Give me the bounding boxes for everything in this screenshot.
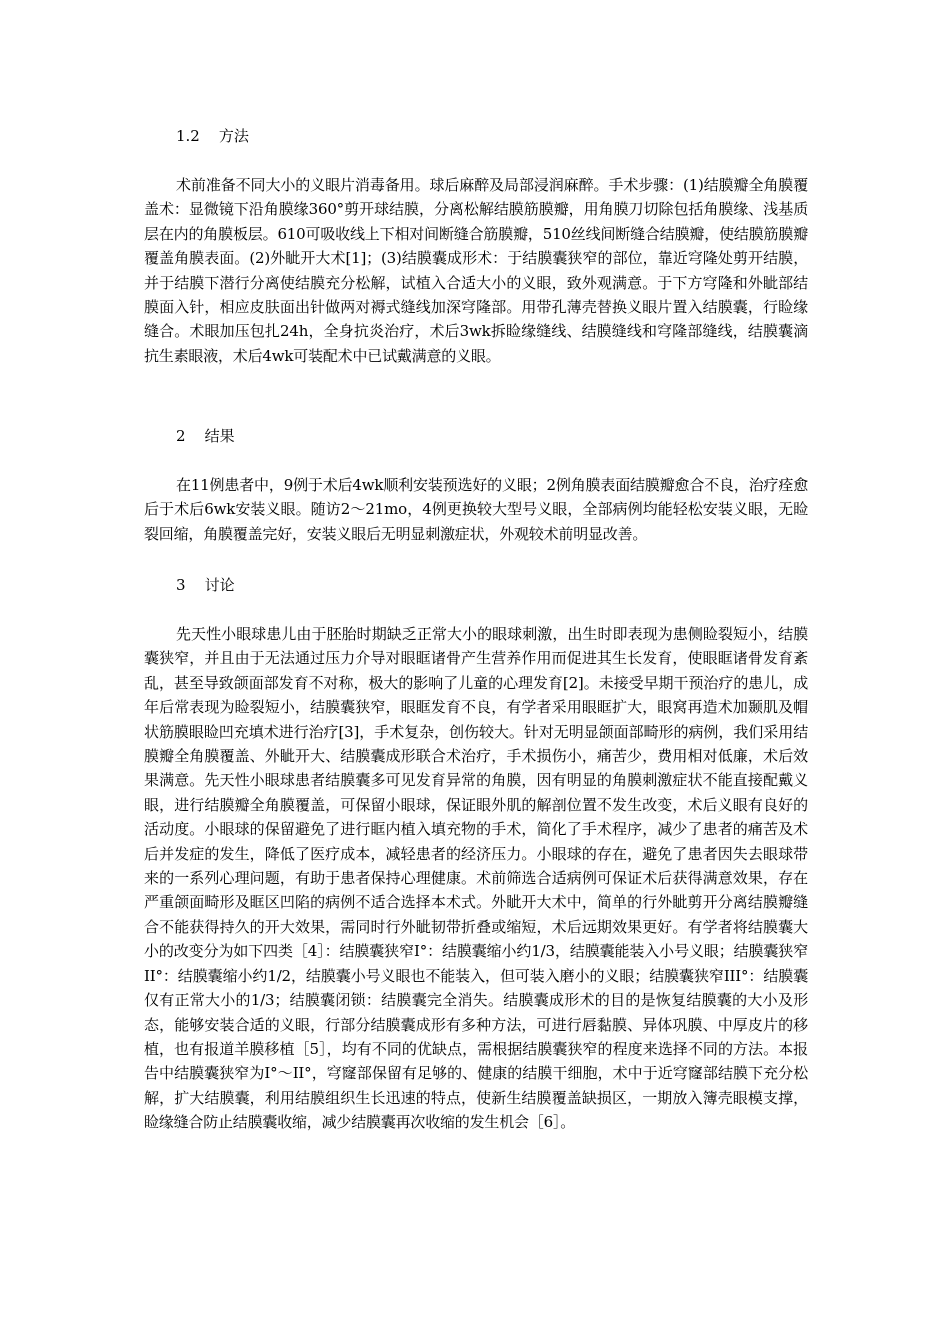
section-heading-method: 1.2 方法 bbox=[176, 127, 249, 145]
paragraph-method: 术前准备不同大小的义眼片消毒备用。球后麻醉及局部浸润麻醉。手术步骤：(1)结膜瓣全角膜覆盖术：显微镜下沿角膜缘360°剪开球结膜，分离松解结膜筋膜瓣，用角膜刀切除包括角膜缘、浅基质层在内的角膜板层。610可吸收线上下相对间断缝合筋膜瓣，510丝线间断缝合结膜瓣，使结膜筋膜瓣覆盖角膜表面。(2)外眦开大术[1]；(3)结膜囊成形术：于结膜囊狭窄的部位，靠近穹隆处剪开结膜，并于结膜下潜行分离使结膜充分松解，试植入合适大小的义眼，致外观满意。于下方穹隆和外眦部结膜面入针，相应皮肤面出针做两对褥式缝线加深穹隆部。用带孔薄壳替换义眼片置入结膜囊，行睑缘缝合。术眼加压包扎24h，全身抗炎治疗，术后3wk拆睑缘缝线、结膜缝线和穹隆部缝线，结膜囊滴抗生素眼液，术后4wk可装配术中已试戴满意的义眼。 bbox=[144, 176, 808, 365]
section-heading-results: 2 结果 bbox=[176, 427, 235, 445]
paragraph-discussion: 先天性小眼球患儿由于胚胎时期缺乏正常大小的眼球刺激，出生时即表现为患侧睑裂短小，结膜囊狭窄，并且由于无法通过压力介导对眼眶诸骨产生营养作用而促进其生长发育，使眼眶诸骨发育紊乱，甚至导致颌面部发育不对称，极大的影响了儿童的心理发育[2]。未接受早期干预治疗的患儿，成年后常表现为睑裂短小，结膜囊狭窄，眼眶发育不良，有学者采用眼眶扩大，眼窝再造术加颞肌及帽状筋膜眼睑凹充填术进行治疗[3]，手术复杂，创伤较大。针对无明显颌面部畸形的病例，我们采用结膜瓣全角膜覆盖、外眦开大、结膜囊成形联合术治疗，手术损伤小，痛苦少，费用相对低廉，术后效果满意。先天性小眼球患者结膜囊多可见发育异常的角膜，因有明显的角膜刺激症状不能直接配戴义眼，进行结膜瓣全角膜覆盖，可保留小眼球，保证眼外肌的解剖位置不发生改变，术后义眼有良好的活动度。小眼球的保留避免了进行眶内植入填充物的手术，简化了手术程序，减少了患者的痛苦及术后并发症的发生，降低了医疗成本，减轻患者的经济压力。小眼球的存在，避免了患者因失去眼球带来的一系列心理问题，有助于患者保持心理健康。术前筛选合适病例可保证术后获得满意效果，存在严重颌面畸形及眶区凹陷的病例不适合选择本术式。外眦开大术中，简单的行外眦剪开分离结膜瓣缝合不能获得持久的开大效果，需同时行外眦韧带折叠或缩短，术后远期效果更好。有学者将结膜囊大小的改变分为如下四类［4］：结膜囊狭窄I°：结膜囊缩小约1/3，结膜囊能装入小号义眼；结膜囊狭窄II°：结膜囊缩小约1/2，结膜囊小号义眼也不能装入，但可装入磨小的义眼；结膜囊狭窄III°：结膜囊仅有正常大小的1/3；结膜囊闭锁：结膜囊完全消失。结膜囊成形术的目的是恢复结膜囊的大小及形态，能够安装合适的义眼，行部分结膜囊成形有多种方法，可进行唇黏膜、异体巩膜、中厚皮片的移植，也有报道羊膜移植［5］，均有不同的优缺点，需根据结膜囊狭窄的程度来选择不同的方法。本报告中结膜囊狭窄为I°～II°，穹窿部保留有足够的、健康的结膜干细胞，术中于近穹窿部结膜下充分松解，扩大结膜囊，利用结膜组织生长迅速的特点，使新生结膜覆盖缺损区，一期放入簿壳眼模支撑，睑缘缝合防止结膜囊收缩，减少结膜囊再次收缩的发生机会［6］。 bbox=[144, 625, 808, 1132]
paragraph-results: 在11例患者中，9例于术后4wk顺利安装预选好的义眼；2例角膜表面结膜瓣愈合不良，治疗痊愈后于术后6wk安装义眼。随访2～21mo，4例更换较大型号义眼，全部病例均能轻松安装义眼，无睑裂回缩，角膜覆盖完好，安装义眼后无明显刺激症状，外观较术前明显改善。 bbox=[144, 476, 808, 543]
section-heading-discussion: 3 讨论 bbox=[176, 576, 235, 594]
